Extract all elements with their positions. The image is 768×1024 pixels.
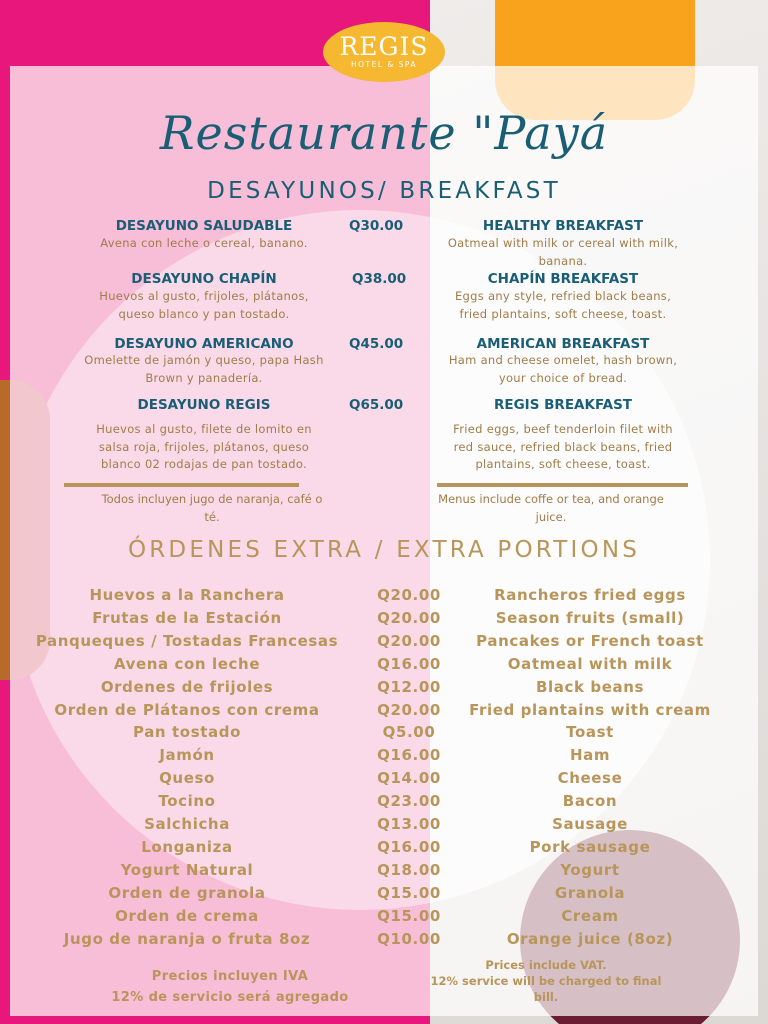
desc-line: Eggs any style, refried black beans, (454, 289, 672, 303)
restaurant-title: Restaurante "Payá (159, 106, 609, 160)
extra-name-es: Frutas de la Estación (92, 608, 282, 627)
breakfast-name-es: DESAYUNO AMERICANO (114, 336, 294, 352)
extra-name-es: Orden de crema (115, 906, 259, 925)
extra-name-es: Tocino (158, 792, 216, 811)
desc-line: queso blanco y pan tostado. (118, 306, 290, 321)
extra-portion-row (0, 792, 768, 815)
extra-price: Q23.00 (377, 792, 441, 811)
footer-line: Prices include VAT. (485, 958, 607, 972)
extra-name-en: Pancakes or French toast (476, 631, 704, 650)
extra-name-en: Cheese (557, 769, 623, 788)
breakfast-name-en: REGIS BREAKFAST (493, 397, 632, 413)
breakfast-desc-en (408, 235, 718, 270)
extra-name-en: Orange juice (8oz) (506, 929, 674, 948)
extra-name-es: Jugo de naranja o fruta 8oz (63, 929, 311, 948)
includes-note-en (392, 491, 710, 526)
extra-name-en: Season fruits (small) (495, 608, 685, 627)
extra-name-en: Oatmeal with milk (507, 654, 673, 673)
extra-name-en: Pork sausage (529, 837, 651, 856)
extra-price: Q16.00 (377, 837, 441, 856)
includes-note-es (58, 491, 366, 526)
extra-portion-row (0, 861, 768, 884)
extra-name-en: Sausage (552, 815, 628, 833)
extra-name-en: Ham (569, 746, 611, 765)
extra-price: Q5.00 (382, 723, 436, 742)
extra-price: Q12.00 (377, 677, 441, 696)
extra-name-es: Orden de Plátanos con crema (54, 700, 320, 719)
breakfast-name-en: CHAPÍN BREAKFAST (487, 271, 639, 287)
breakfast-desc-en (408, 288, 718, 323)
breakfast-desc-es (54, 288, 354, 323)
footer-note-es (80, 966, 380, 1008)
extra-price: Q20.00 (377, 700, 441, 719)
desc-line: blanco 02 rodajas de pan tostado. (101, 457, 307, 471)
extra-name-es: Yogurt Natural (120, 860, 254, 879)
desc-line: Huevos al gusto, filete de lomito en (96, 422, 312, 436)
extra-price: Q15.00 (377, 906, 441, 925)
logo-sub-text: HOTEL & SPA (350, 60, 418, 69)
breakfast-name-es: DESAYUNO SALUDABLE (115, 218, 293, 234)
extra-price: Q20.00 (377, 586, 441, 604)
extra-name-es: Jamón (159, 746, 215, 765)
desc-line: Huevos al gusto, frijoles, plátanos, (99, 289, 309, 303)
breakfast-desc-es (54, 235, 354, 253)
extra-portion-row (0, 678, 768, 701)
extra-portions-heading: ÓRDENES EXTRA / EXTRA PORTIONS (127, 537, 641, 563)
extra-portion-row (0, 609, 768, 632)
extra-name-es: Pan tostado (133, 723, 241, 742)
desc-line: Avena con leche o cereal, banano. (100, 236, 308, 250)
footer-note-en (398, 957, 694, 1005)
extra-name-es: Panqueques / Tostadas Francesas (35, 631, 339, 650)
extra-portion-row (0, 586, 768, 609)
breakfast-name-en: HEALTHY BREAKFAST (482, 218, 644, 234)
desc-line: Fried eggs, beef tenderloin filet with (453, 422, 673, 436)
extra-name-es: Orden de granola (108, 883, 266, 902)
desc-line: your choice of bread. (498, 370, 628, 385)
extra-price: Q20.00 (377, 631, 441, 650)
extra-name-es: Ordenes de frijoles (100, 677, 274, 696)
extra-name-es: Queso (159, 769, 215, 788)
breakfast-desc-en (408, 352, 718, 387)
extra-price: Q16.00 (377, 654, 441, 673)
extra-name-en: Granola (554, 883, 626, 902)
breakfast-name-es: DESAYUNO CHAPÍN (131, 271, 277, 287)
extra-price: Q10.00 (377, 929, 441, 948)
footer-line: 12% de servicio será agregado (111, 990, 349, 1005)
extra-name-en: Rancheros fried eggs (494, 586, 686, 604)
extra-name-en: Bacon (562, 792, 618, 811)
extra-portion-row (0, 723, 768, 746)
extra-price: Q20.00 (377, 608, 441, 627)
extra-name-en: Yogurt (560, 860, 620, 879)
extra-price: Q18.00 (377, 860, 441, 879)
extra-name-en: Cream (561, 906, 619, 925)
extra-portion-row (0, 701, 768, 724)
breakfast-price: Q30.00 (349, 218, 404, 234)
footer-line: bill. (533, 990, 559, 1004)
breakfast-desc-en (408, 421, 718, 474)
extra-name-es: Salchicha (144, 815, 230, 833)
footer-line: 12% service will be charged to final (430, 974, 662, 988)
breakfast-desc-es (54, 421, 354, 474)
footer-line: Precios incluyen IVA (151, 969, 309, 984)
extra-name-en: Toast (566, 723, 614, 742)
logo-main-text: REGIS (339, 32, 429, 61)
note-line: juice. (535, 509, 567, 524)
divider-right (437, 483, 688, 487)
extra-portion-row (0, 815, 768, 838)
desc-line: red sauce, refried black beans, fried (453, 439, 673, 454)
extra-name-es: Avena con leche (113, 654, 261, 673)
extra-name-en: Fried plantains with cream (469, 700, 711, 719)
note-line: té. (204, 509, 220, 524)
extra-portion-row (0, 930, 768, 953)
regis-logo (323, 22, 445, 82)
extra-price: Q14.00 (377, 769, 441, 788)
extra-name-es: Huevos a la Ranchera (89, 586, 285, 604)
breakfast-heading: DESAYUNOS/ BREAKFAST (207, 178, 561, 204)
breakfast-price: Q38.00 (352, 271, 407, 287)
breakfast-desc-es (54, 352, 354, 387)
extra-price: Q13.00 (377, 815, 441, 833)
extra-portion-row (0, 769, 768, 792)
desc-line: plantains, soft cheese, toast. (475, 457, 651, 471)
desc-line: banana. (538, 253, 588, 268)
desc-line: salsa roja, frijoles, plátanos, queso (98, 439, 310, 454)
desc-line: Oatmeal with milk or cereal with milk, (447, 236, 679, 250)
note-line: Todos incluyen jugo de naranja, café o (101, 492, 323, 506)
note-line: Menus include coffe or tea, and orange (438, 492, 664, 506)
extra-portion-row (0, 884, 768, 907)
extra-portion-row (0, 838, 768, 861)
breakfast-price: Q45.00 (349, 336, 404, 352)
desc-line: Brown y panadería. (145, 370, 263, 385)
extra-portion-row (0, 907, 768, 930)
divider-left (64, 483, 299, 487)
desc-line: Ham and cheese omelet, hash brown, (448, 353, 678, 367)
extra-price: Q16.00 (377, 746, 441, 765)
extra-portion-row (0, 632, 768, 655)
extra-name-es: Longaniza (141, 837, 233, 856)
breakfast-name-en: AMERICAN BREAKFAST (476, 336, 650, 352)
desc-line: fried plantains, soft cheese, toast. (459, 306, 667, 321)
extra-portion-row (0, 655, 768, 678)
desc-line: Omelette de jamón y queso, papa Hash (84, 353, 324, 367)
breakfast-price: Q65.00 (349, 397, 404, 413)
breakfast-name-es: DESAYUNO REGIS (137, 397, 271, 413)
extra-name-en: Black beans (535, 677, 645, 696)
extra-portion-row (0, 746, 768, 769)
extra-price: Q15.00 (377, 883, 441, 902)
